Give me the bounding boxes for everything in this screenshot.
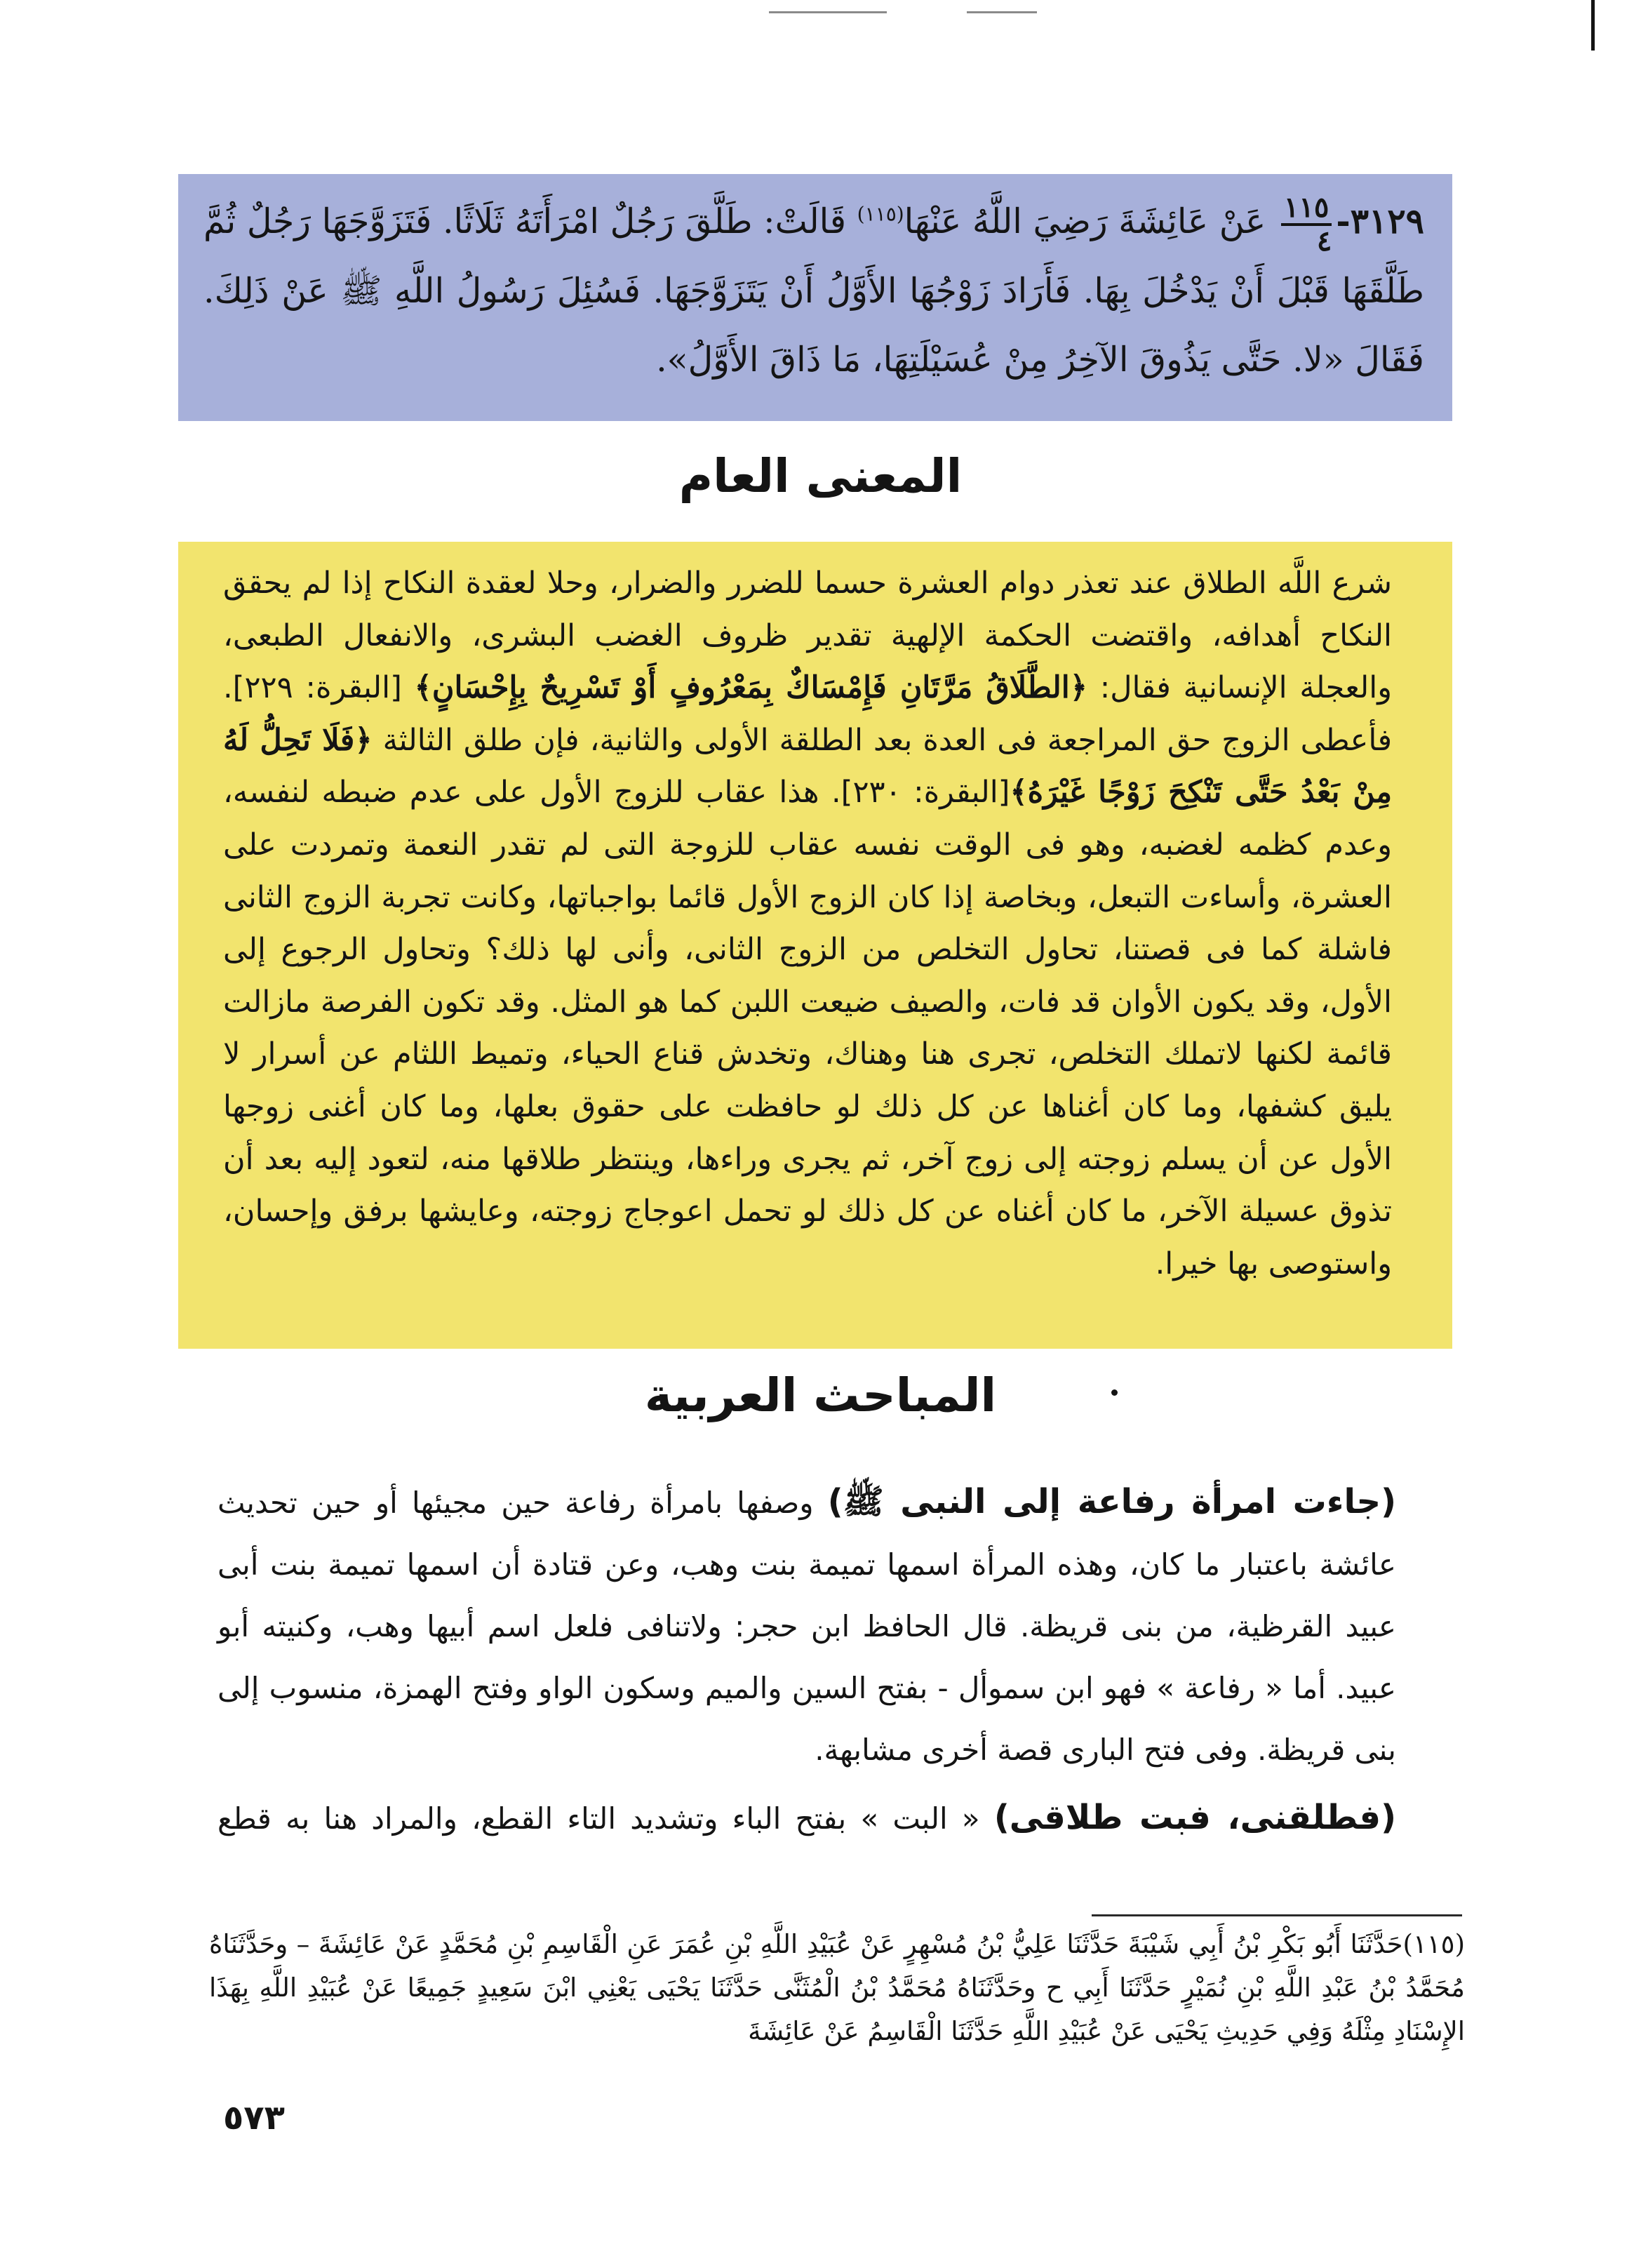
meaning-text: شرع اللَّه الطلاق عند تعذر دوام العشرة حسما للضرر والضرار، وحلا لعقدة النكاح إذا لم يحقق النكاح أهدافه، واقتضت الحكمة الإلهية تقدير ظروف الغضب البشرى، والانفعال الطبعى، والعجلة الإنسانية فقال: xyxy=(223,566,1392,706)
section-heading-arabic-studies: المباحث العربية xyxy=(644,1368,997,1422)
meaning-text: [البقرة: ٢٣٠]. هذا عقاب للزوج الأول على عدم ضبطه لنفسه، وعدم كظمه لغضبه، وهو فى الوقت نفسه عقاب للزوجة التى لم تقدر النعمة وتمردت على العشرة، وأساءت التبعل، وبخاصة إذا كان الزوج الأول قائما بواجباتها، وكانت تجربة الزوج الثانى فاشلة كما فى قصتنا، تحاول التخلص من الزوج الثانى، وأنى لها ذلك؟ وتحاول الرجوع إلى الأول، وقد يكون الأوان قد فات، والصيف ضيعت اللبن كما هو المثل. وقد تكون الفرصة مازالت قائمة لكنها لاتملك التخلص، تجرى هنا وهناك، وتخدش قناع الحياء، وتميط اللثام عن أسرار لا يليق كشفها، وما كان أغناها عن كل ذلك لو حافظت على حقوق بعلها، وما كان أغنى زوجها الأول عن أن يسلم زوجته إلى زوج آخر، ثم يجرى وراءها، وينتظر طلاقها منه، لتعود إليه بعد أن تذوق عسيلة الآخر، ما كان أغناه عن كل ذلك لو تحمل اعوجاج زوجته، وعايشها برفق وإحسان، واستوصى بها خيرا. xyxy=(223,775,1392,1281)
meaning-text: [البقرة: ٢٢٩]. فأعطى الزوج حق المراجعة فى العدة بعد الطلقة الأولى والثانية، فإن طلق الثالثة xyxy=(223,670,1392,758)
section-heading-general-meaning: المعنى العام xyxy=(678,449,963,503)
arabic-studies-paragraph xyxy=(217,1471,1396,1781)
footnote: (١١٥)حَدَّثَنَا أَبُو بَكْرِ بْنُ أَبِي شَيْبَةَ حَدَّثَنَا عَلِيُّ بْنُ مُسْهِرٍ عَنْ عُبَيْدِ اللَّهِ بْنِ عُمَرَ عَنِ الْقَاسِمِ بْنِ مُحَمَّدٍ عَنْ عَائِشَةَ – وحَدَّثَنَاهُ مُحَمَّدُ بْنُ عَبْدِ اللَّهِ بْنِ نُمَيْرٍ حَدَّثَنَا أَبِي ح وحَدَّثَنَاهُ مُحَمَّدُ بْنُ الْمُثَنَّى حَدَّثَنَا يَحْيَى يَعْنِي ابْنَ سَعِيدٍ جَمِيعًا عَنْ عُبَيْدِ اللَّهِ بِهَذَا الإِسْنَادِ مِثْلَهُ وَفِي حَدِيثِ يَحْيَى عَنْ عُبَيْدِ اللَّهِ حَدَّثَنَا الْقَاسِمُ عَنْ عَائِشَةَ xyxy=(209,1929,1466,2046)
top-rule xyxy=(769,11,887,13)
lemma-heading: (فطلقنى، فبت طلاقى) xyxy=(993,1798,1397,1837)
hadith-fraction: $\frac{١١٥}{٤}$ xyxy=(1281,192,1332,257)
general-meaning-box xyxy=(178,542,1452,1349)
page-edge-mark xyxy=(1591,0,1595,51)
stray-dot xyxy=(1111,1389,1118,1396)
lemma-explanation: وصفها بامرأة رفاعة حين مجيئها أو حين تحديث عائشة باعتبار ما كان، وهذه المرأة اسمها تميمة بنت وهب، وعن قتادة أن اسمها تميمة بنت أبى عبيد القرظية، من بنى قريظة. قال الحافظ ابن حجر: ولاتنافى فلعل اسم أبيها وهب، وكنيته أبو عبيد. أما « رفاعة » فهو ابن سموأل - بفتح السين والميم وسكون الواو وفتح الهمزة، منسوب إلى بنى قريظة. وفى فتح البارى قصة أخرى مشابهة. xyxy=(217,1486,1396,1767)
footnote-marker: (١١٥) xyxy=(857,202,904,226)
lemma-heading: (جاءت امرأة رفاعة إلى النبى ﷺ) xyxy=(827,1482,1397,1521)
page-number: ٥٧٣ xyxy=(223,2098,285,2137)
top-rule xyxy=(967,11,1037,13)
hadith-text-start: عَنْ عَائِشَةَ رَضِيَ اللَّهُ عَنْهَا xyxy=(904,201,1266,241)
hadith-text: قَالَتْ: طَلَّقَ رَجُلٌ امْرَأَتَهُ ثَلَاثًا. فَتَزَوَّجَهَا رَجُلٌ ثُمَّ طَلَّقَهَا قَبْلَ أَنْ يَدْخُلَ بِهَا. فَأَرَادَ زَوْجُهَا الأَوَّلُ أَنْ يَتَزَوَّجَهَا. فَسُئِلَ رَسُولُ اللَّهِ ﷺ عَنْ ذَلِكَ. فَقَالَ «لا. حَتَّى يَذُوقَ الآخِرُ مِنْ عُسَيْلَتِهَا، مَا ذَاقَ الأَوَّلُ». xyxy=(203,201,1424,380)
quran-verse: ﴿فَلَا تَحِلُّ لَهُ مِنْ بَعْدُ حَتَّى تَنْكِحَ زَوْجًا غَيْرَهُ﴾ xyxy=(223,722,1392,811)
hadith-number: ٣١٢٩- xyxy=(1336,201,1424,241)
lemma-explanation: « البت » بفتح الباء وتشديد التاء القطع، والمراد هنا به قطع xyxy=(217,1801,994,1836)
quran-verse: ﴿الطَّلَاقُ مَرَّتَانِ فَإِمْسَاكٌ بِمَعْرُوفٍ أَوْ تَسْرِيحٌ بِإِحْسَانٍ﴾ xyxy=(414,670,1087,706)
arabic-studies-paragraph xyxy=(217,1787,1396,1850)
footnote-separator xyxy=(1092,1914,1462,1916)
hadith-box xyxy=(178,174,1452,421)
